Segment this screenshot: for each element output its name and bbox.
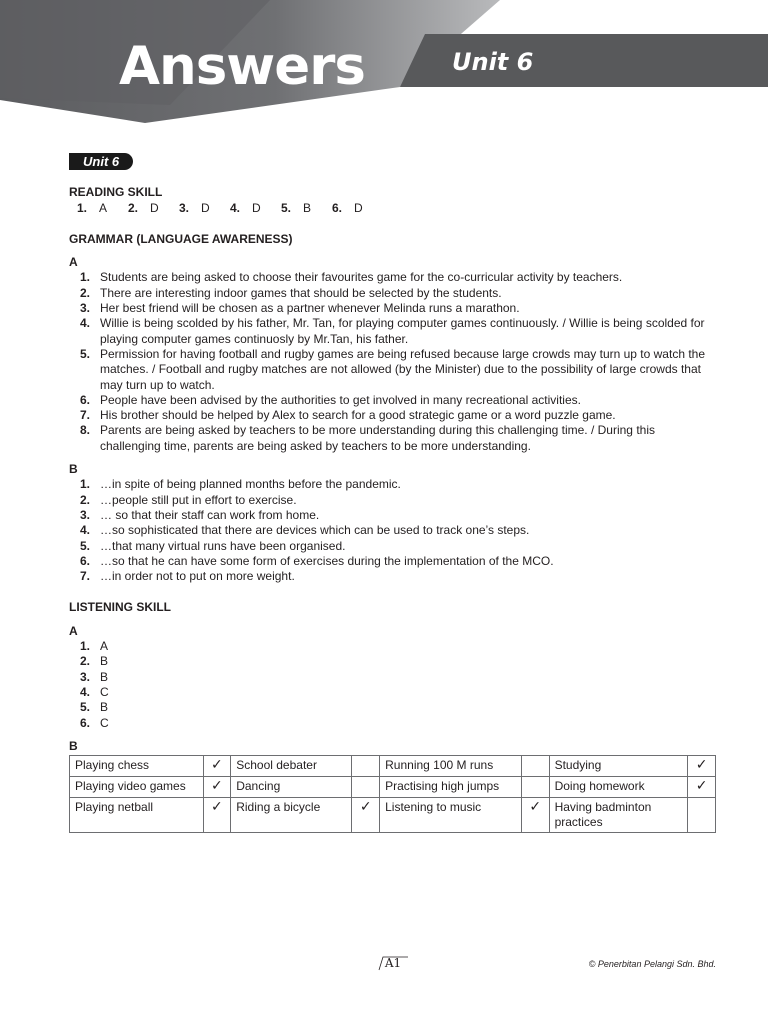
list-item: 4. C xyxy=(80,684,109,699)
list-item: 1. A xyxy=(80,639,109,654)
list-item: 5. B xyxy=(80,700,109,715)
reading-answers xyxy=(77,201,717,216)
list-item: 2. …people still put in effort to exercise. xyxy=(80,492,297,507)
list-item: 3. … so that their staff can work from home. xyxy=(80,507,320,522)
check-mark: ✓ xyxy=(203,798,231,833)
check-mark: ✓ xyxy=(352,798,380,833)
list-item: 6. People have been advised by the authorities to get involved in many recreational activities. xyxy=(80,392,581,407)
list-item: 7. …in order not to put on more weight. xyxy=(80,569,295,584)
activity-cell: School debater xyxy=(231,756,352,777)
activity-cell: Doing homework xyxy=(549,777,688,798)
list-item: 5. …that many virtual runs have been organised. xyxy=(80,538,346,553)
listening-part-a-label: A xyxy=(69,623,78,638)
check-mark xyxy=(521,777,549,798)
list-item: 6. C xyxy=(80,715,109,730)
check-mark xyxy=(521,756,549,777)
check-mark: ✓ xyxy=(521,798,549,833)
answer-content xyxy=(69,153,717,833)
table-row xyxy=(70,777,716,798)
answers-title: Answers xyxy=(119,36,365,97)
list-item: 3. Her best friend will be chosen as a partner whenever Melinda runs a marathon. xyxy=(80,301,520,316)
copyright-notice: © Penerbitan Pelangi Sdn. Bhd. xyxy=(588,959,716,969)
list-item: 4. Willie is being scolded by his father, Mr. Tan, for playing computer games continuously. / Willie is being scolded for playing computer games continuosly by Mr.Tan, his father. xyxy=(80,316,705,346)
listening-skill-heading: LISTENING SKILL xyxy=(69,600,171,615)
reading-answer: 4. D xyxy=(230,200,261,215)
reading-skill-heading: READING SKILL xyxy=(69,185,163,200)
list-item: 5. Permission for having football and rugby games are being refused because large crowds may turn up to watch the matches. / Football and rugby matches are not allowed (by the Minister) due to the possibility of large crowds that may turn up to watch. xyxy=(80,346,706,392)
list-item: 2. B xyxy=(80,654,109,669)
check-mark: ✓ xyxy=(203,756,231,777)
reading-answer: 6. D xyxy=(332,200,363,215)
header-banner xyxy=(0,0,768,130)
grammar-part-b-list xyxy=(69,477,717,584)
table-row xyxy=(70,756,716,777)
activity-cell: Riding a bicycle xyxy=(231,798,352,833)
listening-part-a-list xyxy=(69,639,717,731)
activity-cell: Playing video games xyxy=(70,777,204,798)
list-item: 1. Students are being asked to choose their favourites game for the co-curricular activity by teachers. xyxy=(80,270,623,285)
listening-part-b-label: B xyxy=(69,738,78,753)
list-item: 2. There are interesting indoor games that should be selected by the students. xyxy=(80,285,502,300)
list-item: 3. B xyxy=(80,669,109,684)
activities-table xyxy=(69,755,716,833)
grammar-part-a-list xyxy=(69,270,717,454)
check-mark: ✓ xyxy=(203,777,231,798)
activity-cell: Practising high jumps xyxy=(380,777,522,798)
unit-tag: Unit 6 xyxy=(69,153,133,170)
unit-banner-label: Unit 6 xyxy=(452,48,534,76)
list-item: 6. …so that he can have some form of exercises during the implementation of the MCO. xyxy=(80,553,554,568)
activity-cell: Studying xyxy=(549,756,688,777)
check-mark xyxy=(688,798,716,833)
activity-cell: Playing netball xyxy=(70,798,204,833)
grammar-part-a-label: A xyxy=(69,255,78,270)
activity-cell: Playing chess xyxy=(70,756,204,777)
reading-answer: 3. D xyxy=(179,200,210,215)
check-mark xyxy=(352,756,380,777)
activity-cell: Listening to music xyxy=(380,798,522,833)
list-item: 4. …so sophisticated that there are devices which can be used to track one’s steps. xyxy=(80,523,530,538)
check-mark: ✓ xyxy=(688,756,716,777)
activity-cell: Dancing xyxy=(231,777,352,798)
reading-answer: 1. A xyxy=(77,200,108,215)
table-row xyxy=(70,798,716,833)
grammar-heading: GRAMMAR (LANGUAGE AWARENESS) xyxy=(69,231,293,246)
list-item: 7. His brother should be helped by Alex to search for a good strategic game or a word puzzle game. xyxy=(80,408,616,423)
activity-cell: Running 100 M runs xyxy=(380,756,522,777)
check-mark: ✓ xyxy=(688,777,716,798)
page-number: A1 xyxy=(377,956,409,971)
reading-answer: 2. D xyxy=(128,200,159,215)
activity-cell: Having badminton practices xyxy=(549,798,688,833)
list-item: 8. Parents are being asked by teachers to be more understanding during this challenging time. / During this challenging time, parents are being asked by teachers to be more understanding. xyxy=(80,423,655,453)
check-mark xyxy=(352,777,380,798)
grammar-part-b-label: B xyxy=(69,462,78,477)
reading-answer: 5. B xyxy=(281,200,312,215)
list-item: 1. …in spite of being planned months before the pandemic. xyxy=(80,477,401,492)
